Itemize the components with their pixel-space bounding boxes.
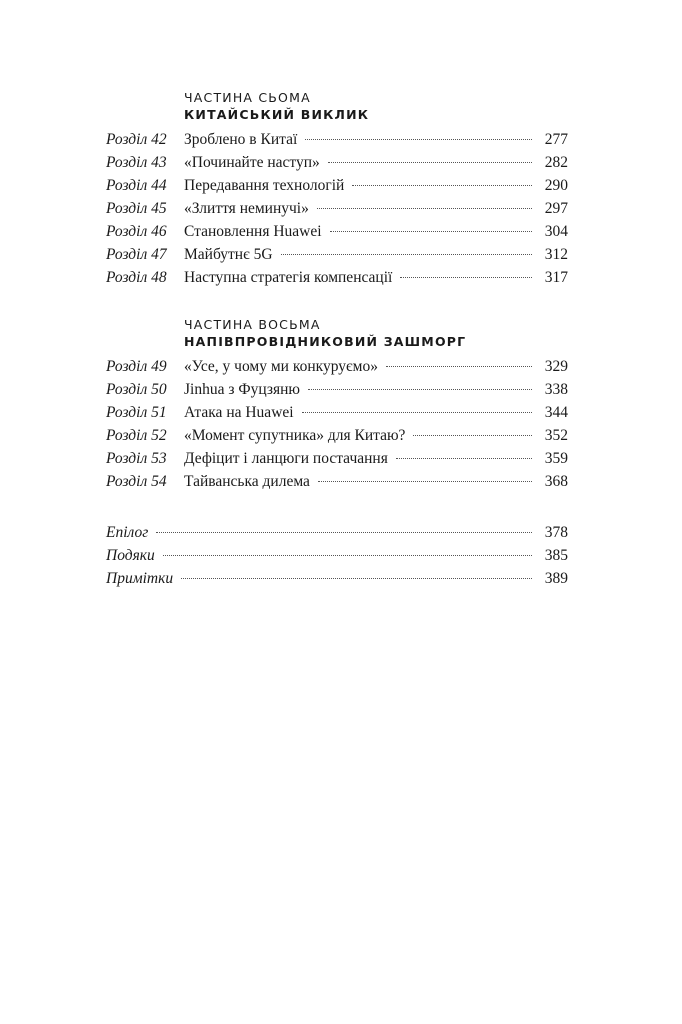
chapter-label: Розділ 49 (106, 358, 167, 375)
toc-entry[interactable] (106, 378, 568, 401)
chapter-label: Розділ 44 (106, 177, 167, 194)
toc-entry[interactable] (106, 220, 568, 243)
page-number: 282 (544, 154, 568, 171)
chapter-title: Становлення Huawei (184, 223, 322, 240)
page-number: 312 (544, 246, 568, 263)
dot-leader (413, 435, 532, 436)
chapter-title: «Усе, у чому ми конкуруємо» (184, 358, 378, 375)
chapter-title: Зроблено в Китаї (184, 131, 298, 148)
section-gap (106, 289, 568, 317)
page-number: 277 (544, 131, 568, 148)
dot-leader (281, 254, 532, 255)
part-title: НАПІВПРОВІДНИКОВИЙ ЗАШМОРГ (184, 334, 467, 349)
toc-entry[interactable] (106, 424, 568, 447)
page-number: 304 (544, 223, 568, 240)
dot-leader (163, 555, 532, 556)
toc-entry-acknowledgements[interactable] (106, 544, 568, 567)
dot-leader (328, 162, 532, 163)
page-number: 329 (544, 358, 568, 375)
page-number: 378 (544, 524, 568, 541)
toc-entry[interactable] (106, 243, 568, 266)
page-number: 368 (544, 473, 568, 490)
dot-leader (156, 532, 532, 533)
toc-entry[interactable] (106, 174, 568, 197)
toc-entry[interactable] (106, 266, 568, 289)
toc-entry-notes[interactable] (106, 567, 568, 590)
page-number: 385 (544, 547, 568, 564)
page-number: 317 (544, 269, 568, 286)
table-of-contents (106, 90, 568, 590)
chapter-title: Атака на Huawei (184, 404, 294, 421)
chapter-label: Розділ 45 (106, 200, 167, 217)
dot-leader (352, 185, 532, 186)
toc-entry[interactable] (106, 355, 568, 378)
chapter-title: Тайванська дилема (184, 473, 310, 490)
chapter-title: Наступна стратегія компенсації (184, 269, 393, 286)
chapter-label: Розділ 42 (106, 131, 167, 148)
dot-leader (317, 208, 532, 209)
page-number: 338 (544, 381, 568, 398)
dot-leader (318, 481, 532, 482)
dot-leader (302, 412, 532, 413)
chapter-title: Jinhua з Фуцзяню (184, 381, 300, 398)
chapter-title: «Починайте наступ» (184, 154, 320, 171)
toc-entry[interactable] (106, 470, 568, 493)
part-heading (184, 317, 568, 351)
chapter-label: Розділ 43 (106, 154, 167, 171)
part-heading (184, 90, 568, 124)
part-seven (106, 90, 568, 289)
chapter-label: Розділ 50 (106, 381, 167, 398)
part-label: ЧАСТИНА ВОСЬМА (184, 317, 321, 332)
chapter-label: Розділ 48 (106, 269, 167, 286)
part-eight (106, 317, 568, 493)
chapter-label: Розділ 47 (106, 246, 167, 263)
chapter-title: Майбутнє 5G (184, 246, 273, 263)
chapter-label: Розділ 46 (106, 223, 167, 240)
chapter-label: Розділ 54 (106, 473, 167, 490)
chapter-list (106, 355, 568, 493)
chapter-title: «Злиття неминучі» (184, 200, 309, 217)
page-number: 290 (544, 177, 568, 194)
toc-entry-epilogue[interactable] (106, 521, 568, 544)
back-matter (106, 521, 568, 590)
dot-leader (386, 366, 532, 367)
chapter-title: Передавання технологій (184, 177, 345, 194)
dot-leader (396, 458, 532, 459)
section-gap (106, 493, 568, 521)
toc-entry[interactable] (106, 151, 568, 174)
back-matter-title: Примітки (106, 570, 174, 587)
chapter-label: Розділ 52 (106, 427, 167, 444)
dot-leader (330, 231, 532, 232)
toc-entry[interactable] (106, 197, 568, 220)
back-matter-list (106, 521, 568, 590)
chapter-list (106, 128, 568, 289)
dot-leader (181, 578, 532, 579)
part-title: КИТАЙСЬКИЙ ВИКЛИК (184, 107, 370, 122)
part-label: ЧАСТИНА СЬОМА (184, 90, 311, 105)
toc-entry[interactable] (106, 401, 568, 424)
toc-entry[interactable] (106, 128, 568, 151)
dot-leader (308, 389, 532, 390)
back-matter-title: Подяки (106, 547, 155, 564)
page-number: 297 (544, 200, 568, 217)
dot-leader (305, 139, 532, 140)
chapter-title: «Момент супутника» для Китаю? (184, 427, 406, 444)
back-matter-title: Епілог (106, 524, 149, 541)
dot-leader (400, 277, 532, 278)
chapter-title: Дефіцит і ланцюги постачання (184, 450, 388, 467)
chapter-label: Розділ 51 (106, 404, 167, 421)
page-number: 352 (544, 427, 568, 444)
chapter-label: Розділ 53 (106, 450, 167, 467)
page-number: 359 (544, 450, 568, 467)
toc-entry[interactable] (106, 447, 568, 470)
page-number: 389 (544, 570, 568, 587)
page-number: 344 (544, 404, 568, 421)
